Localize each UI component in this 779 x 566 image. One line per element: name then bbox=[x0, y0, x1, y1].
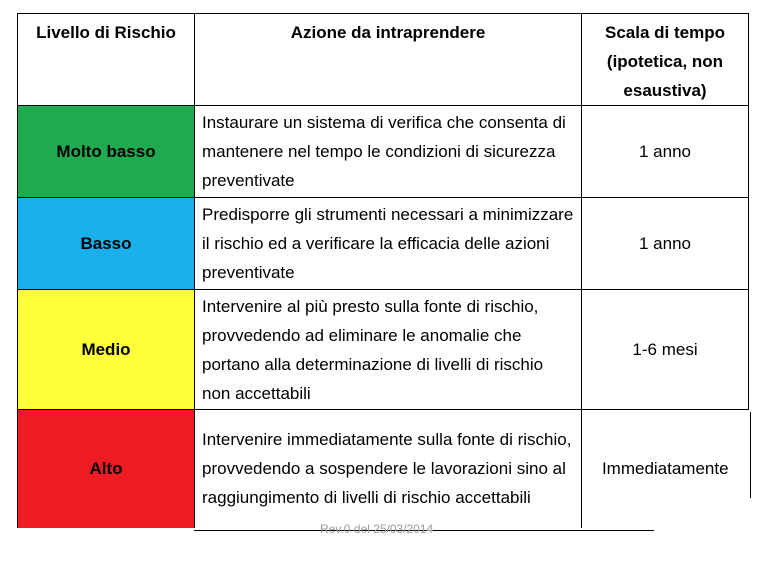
header-action: Azione da intraprendere bbox=[195, 14, 582, 106]
table-row bbox=[18, 106, 749, 198]
table-row bbox=[18, 290, 749, 410]
time-scale-cell: Immediatamente bbox=[582, 410, 749, 528]
revision-footer: Rev.0 del 25/03/2014 bbox=[320, 522, 434, 536]
action-cell: Intervenire al più presto sulla fonte di rischio, provvedendo ad eliminare le anomalie che portano alla determinazione di livelli di rischio non accettabili bbox=[195, 290, 582, 410]
risk-level-cell: Medio bbox=[18, 290, 195, 410]
risk-level-cell: Basso bbox=[18, 198, 195, 290]
time-scale-cell: 1-6 mesi bbox=[582, 290, 749, 410]
action-cell: Intervenire immediatamente sulla fonte di rischio, provvedendo a sospendere le lavorazioni sino al raggiungimento di livelli di rischio accettabili bbox=[195, 410, 582, 528]
time-scale-cell: 1 anno bbox=[582, 106, 749, 198]
action-cell: Predisporre gli strumenti necessari a minimizzare il rischio ed a verificare la efficacia delle azioni preventivate bbox=[195, 198, 582, 290]
table-right-border-stub bbox=[750, 412, 751, 498]
risk-level-cell: Alto bbox=[18, 410, 195, 528]
table-header-row bbox=[18, 14, 749, 106]
risk-level-cell: Molto basso bbox=[18, 106, 195, 198]
time-scale-cell: 1 anno bbox=[582, 198, 749, 290]
header-level: Livello di Rischio bbox=[18, 14, 195, 106]
table-row bbox=[18, 410, 749, 528]
action-cell: Instaurare un sistema di verifica che consenta di mantenere nel tempo le condizioni di sicurezza preventivate bbox=[195, 106, 582, 198]
risk-level-table bbox=[17, 13, 749, 528]
header-time: Scala di tempo (ipotetica, non esaustiva) bbox=[582, 14, 749, 106]
table-row bbox=[18, 198, 749, 290]
